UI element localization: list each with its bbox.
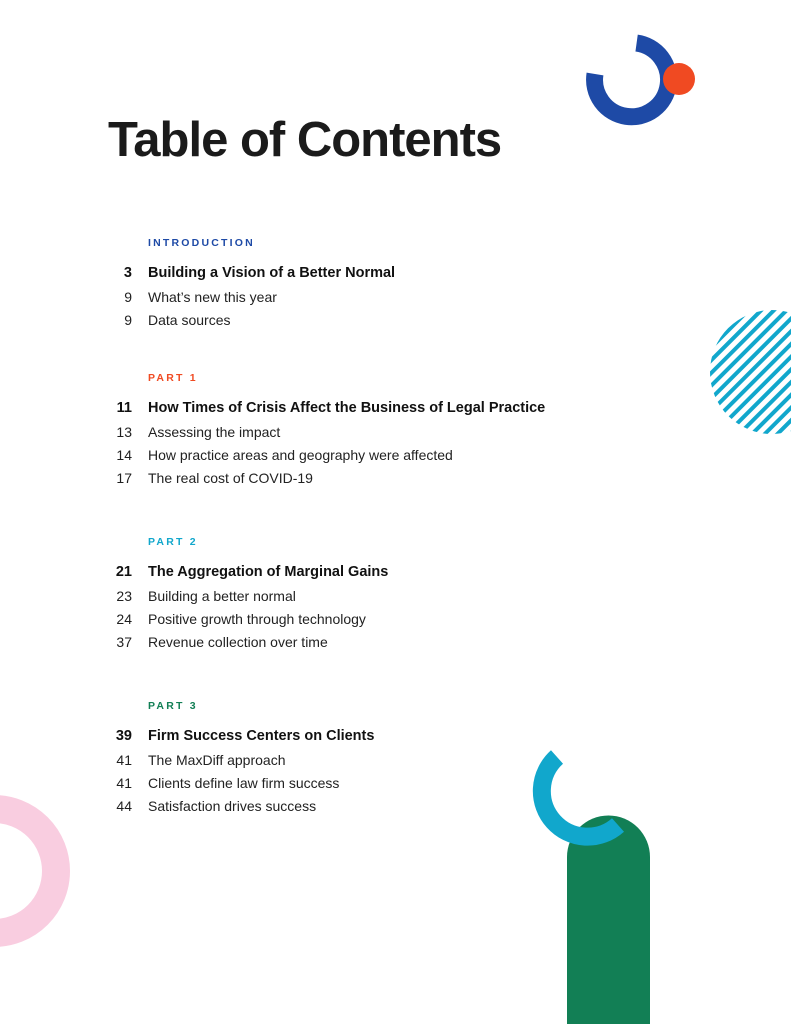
toc-entry[interactable] xyxy=(0,564,620,584)
toc-entry[interactable] xyxy=(0,588,620,608)
toc-entry[interactable] xyxy=(0,470,620,490)
page-number: 41 xyxy=(116,775,132,791)
section-label: PART 2 xyxy=(148,536,198,548)
blue-arc-shape xyxy=(595,43,669,117)
green-pillar-shape xyxy=(567,816,650,1024)
entry-title: What’s new this year xyxy=(148,289,277,305)
entry-title: Satisfaction drives success xyxy=(148,798,317,814)
page-number: 11 xyxy=(116,400,132,416)
entry-title: Building a Vision of a Better Normal xyxy=(148,265,396,281)
toc-entry[interactable] xyxy=(0,424,620,444)
page-number: 39 xyxy=(115,728,132,744)
page-number: 24 xyxy=(116,611,132,627)
toc-entry[interactable] xyxy=(0,447,620,467)
page-number: 44 xyxy=(116,798,132,814)
hatched-half-circle-graphic xyxy=(700,305,791,440)
page-number: 3 xyxy=(123,265,132,281)
entry-title: The Aggregation of Marginal Gains xyxy=(148,564,389,580)
page-number: 9 xyxy=(124,312,132,328)
page-number: 13 xyxy=(116,424,132,440)
page-title: Table of Contents xyxy=(108,113,502,167)
toc-entry[interactable] xyxy=(0,312,620,332)
entry-title: How practice areas and geography were affected xyxy=(148,447,453,463)
blue-arc-orange-dot-graphic xyxy=(575,28,705,133)
entry-title: Firm Success Centers on Clients xyxy=(148,728,375,744)
entry-title: The MaxDiff approach xyxy=(148,752,286,768)
section-label: PART 1 xyxy=(148,372,198,384)
entry-title: Data sources xyxy=(148,312,231,328)
page-number: 37 xyxy=(116,634,132,650)
entry-title: Positive growth through technology xyxy=(148,611,366,627)
toc-entry[interactable] xyxy=(0,265,620,285)
page-number: 21 xyxy=(115,564,132,580)
page-number: 41 xyxy=(116,752,132,768)
toc-entry[interactable] xyxy=(0,775,620,795)
entry-title: Revenue collection over time xyxy=(148,634,328,650)
page-number: 23 xyxy=(116,588,132,604)
page-number: 9 xyxy=(124,289,132,305)
toc-entry[interactable] xyxy=(0,289,620,309)
page-number: 14 xyxy=(116,447,132,463)
orange-dot-shape xyxy=(663,63,695,95)
toc-entry[interactable] xyxy=(0,611,620,631)
entry-title: Assessing the impact xyxy=(148,424,281,440)
entry-title: The real cost of COVID-19 xyxy=(148,470,313,486)
entry-title: Clients define law firm success xyxy=(148,775,340,791)
page-number: 17 xyxy=(116,470,132,486)
section-label: PART 3 xyxy=(148,700,198,712)
toc-entry[interactable] xyxy=(0,728,620,748)
entry-title: Building a better normal xyxy=(148,588,296,604)
section-label: INTRODUCTION xyxy=(148,237,255,249)
toc-entry[interactable] xyxy=(0,400,620,420)
toc-entry[interactable] xyxy=(0,798,620,818)
toc-entry[interactable] xyxy=(0,634,620,654)
toc-entry[interactable] xyxy=(0,752,620,772)
entry-title: How Times of Crisis Affect the Business of Legal Practice xyxy=(148,400,546,416)
